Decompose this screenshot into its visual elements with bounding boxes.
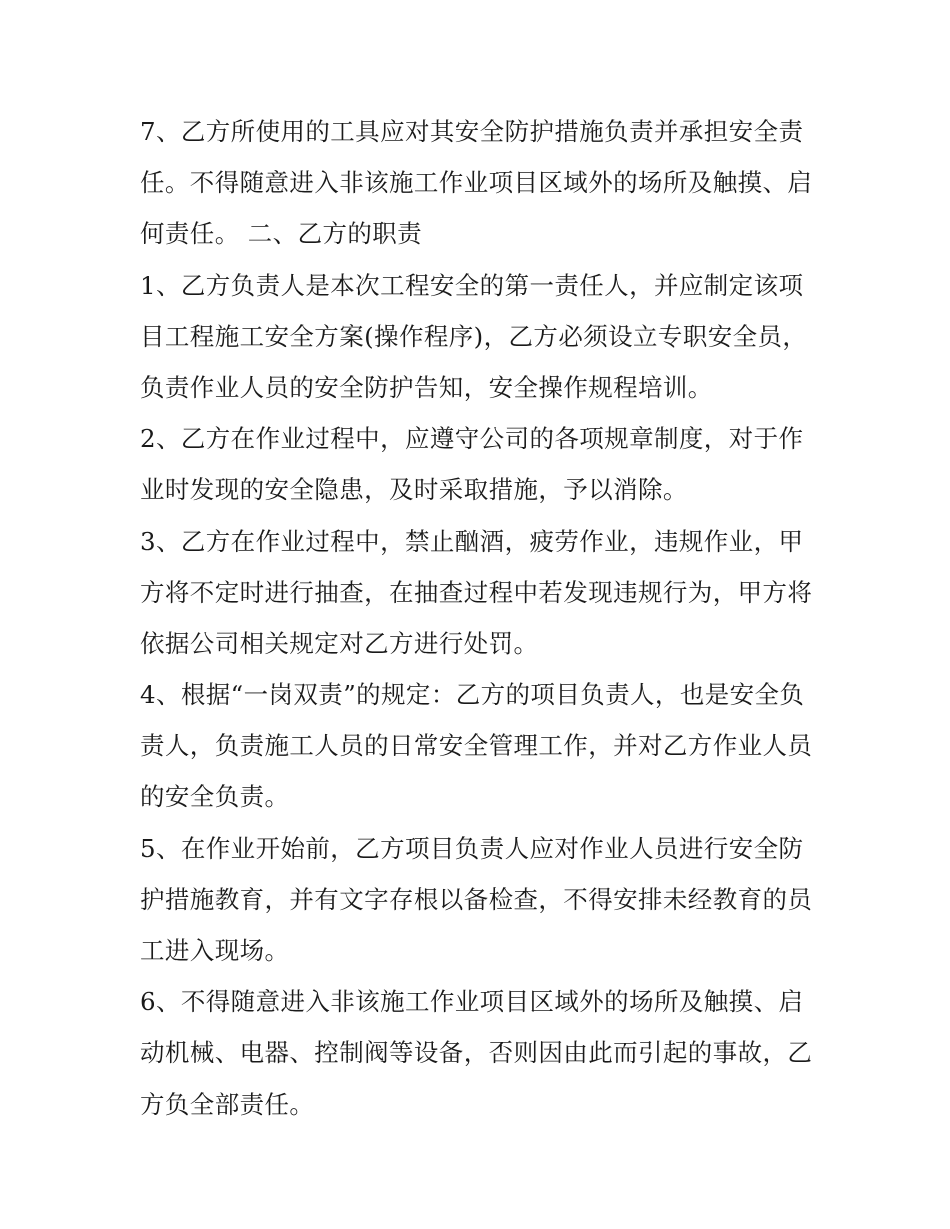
text-line: 护措施教育，并有文字存根以备检查，不得安排未经教育的员 [140,884,813,914]
text-line: 目工程施工安全方案(操作程序)，乙方必须设立专职安全员， [140,321,808,351]
text-line: 6、不得随意进入非该施工作业项目区域外的场所及触摸、启 [140,987,804,1017]
text-line: 方负全部责任。 [140,1089,315,1119]
document-body [140,106,820,1130]
text-line: 3、乙方在作业过程中，禁止酗酒，疲劳作业，违规作业，甲 [140,526,804,556]
text-line: 动机械、电器、控制阀等设备，否则因由此而引起的事故，乙 [140,1038,813,1068]
text-line: 2、乙方在作业过程中，应遵守公司的各项规章制度，对于作 [140,424,804,454]
text-line: 任。不得随意进入非该施工作业项目区域外的场所及触摸、启 [140,168,813,198]
text-line: 业时发现的安全隐患，及时采取措施，予以消除。 [140,475,688,505]
text-line: 1、乙方负责人是本次工程安全的第一责任人，并应制定该项 [140,270,804,300]
text-line: 的安全负责。 [140,782,290,812]
text-line: 5、在作业开始前，乙方项目负责人应对作业人员进行安全防 [140,833,804,863]
text-line: 方将不定时进行抽查，在抽查过程中若发现违规行为，甲方将 [140,577,813,607]
text-line: 7、乙方所使用的工具应对其安全防护措施负责并承担安全责 [140,117,804,146]
text-line: 何责任。 二、乙方的职责 [140,219,423,249]
text-line: 责人，负责施工人员的日常安全管理工作，并对乙方作业人员 [140,731,813,761]
text-line: 依据公司相关规定对乙方进行处罚。 [140,628,539,658]
text-line: 4、根据“一岗双责”的规定：乙方的项目负责人，也是安全负 [140,680,805,710]
text-line: 工进入现场。 [140,936,290,965]
text-line: 负责作业人员的安全防护告知，安全操作规程培训。 [140,372,713,402]
